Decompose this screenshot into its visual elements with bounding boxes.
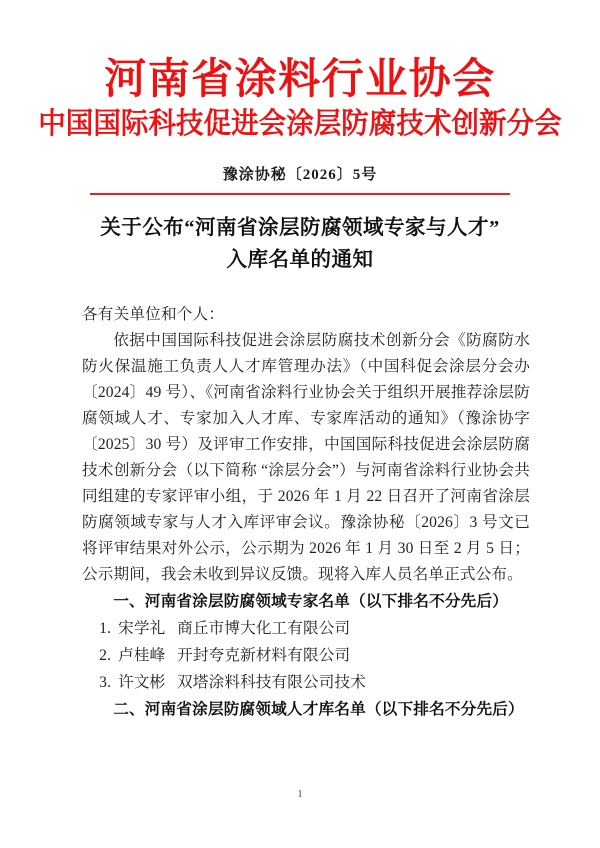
list-item-organization: 双塔涂料科技有限公司技术: [177, 674, 367, 692]
page-title-line-2: 入库名单的通知: [226, 248, 374, 271]
letterhead: [0, 0, 600, 141]
organization-title-primary: 河南省涂料行业协会: [104, 57, 496, 103]
document-body: [82, 302, 530, 723]
document-number: 豫涂协秘〔2026〕5号: [222, 166, 378, 183]
organization-title-secondary: 中国国际科技促进会涂层防腐技术创新分会: [38, 108, 562, 141]
list-item-organization: 开封夸克新材料有限公司: [177, 647, 351, 665]
red-divider-rule: [90, 193, 510, 195]
list-item-person: 许文彬: [118, 674, 166, 692]
list-item-index: 3.: [99, 674, 112, 692]
page-number: 1: [297, 789, 303, 800]
list-item: [82, 669, 530, 696]
list-item: [82, 642, 530, 669]
section-heading-experts: 一、河南省涂层防腐领域专家名单（以下排名不分先后）: [113, 593, 509, 611]
list-item-index: 2.: [99, 647, 112, 665]
body-paragraph: 依据中国国际科技促进会涂层防腐技术创新分会《防腐防水防火保温施工负责人人才库管理办法》（中国科促会涂层分会办〔2024〕49 号）、《河南省涂料行业协会关于组织开展推荐涂层防腐领域人才、专家加入人才库、专家库活动的通知》（豫涂协字〔2025〕30 号）及评审工作安排，中国国际科技促进会涂层防腐技术创新分会（以下简称 “涂层分会”）与河南省涂料行业协会共同组建的专家评审小组，于 2026 年 1 月 22 日召开了河南省涂层防腐领域专家与人才入库评审会议。豫涂协秘〔2026〕3 号文已将评审结果对外公示，公示期为 2026 年 1 月 30 日至 2 月 5 日；公示期间，我会未收到异议反馈。现将入库人员名单正式公布。: [82, 332, 530, 584]
section-heading-talent-pool: 二、河南省涂层防腐领域人才库名单（以下排名不分先后）: [113, 701, 524, 719]
page-title: [58, 213, 542, 277]
list-item-index: 1.: [99, 620, 112, 638]
expert-name-list: [82, 615, 530, 696]
list-item: [82, 615, 530, 642]
list-item-organization: 商丘市博大化工有限公司: [177, 620, 351, 638]
list-item-person: 宋学礼: [118, 620, 166, 638]
salutation: 各有关单位和个人：: [82, 306, 225, 324]
page-title-line-1: 关于公布“河南省涂层防腐领域专家与人才”: [100, 216, 500, 239]
list-item-person: 卢桂峰: [118, 647, 166, 665]
